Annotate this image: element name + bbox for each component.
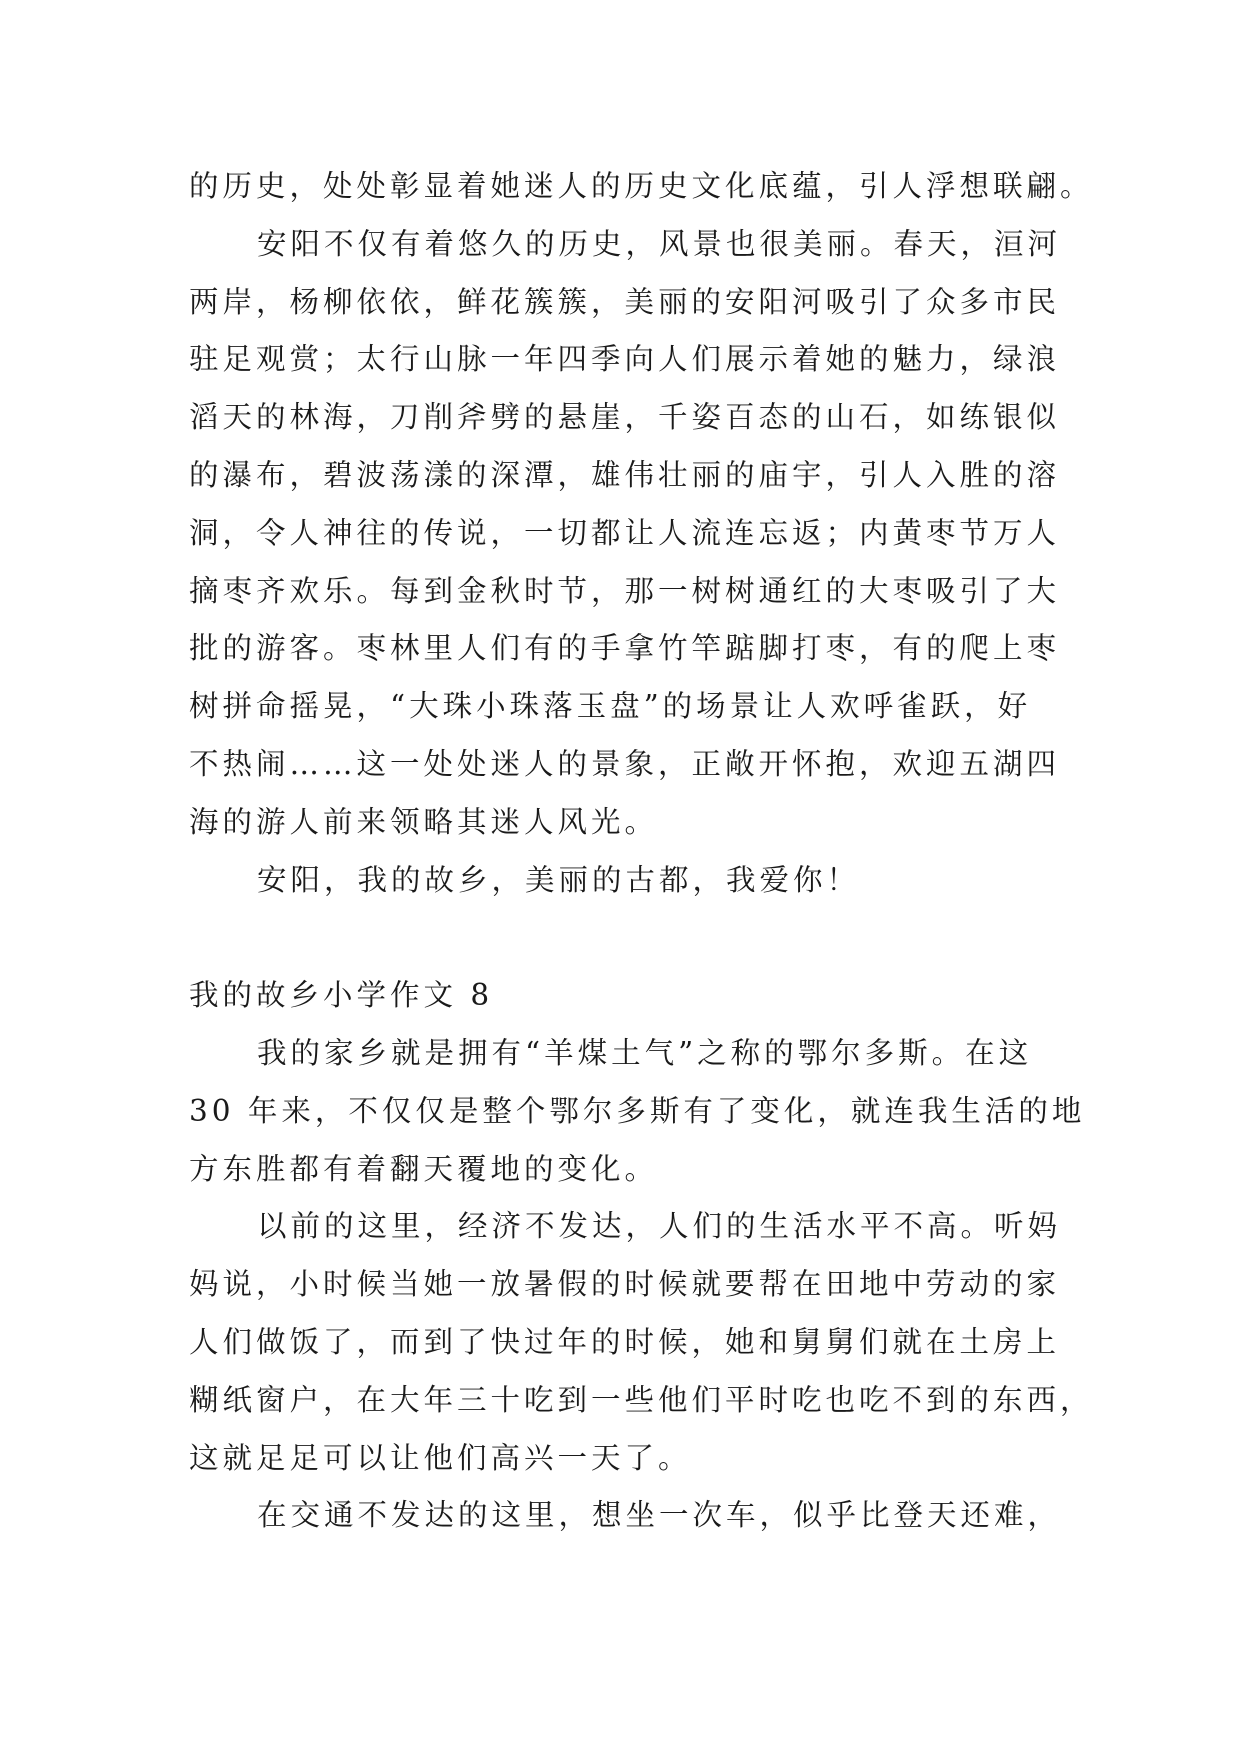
text-line: 这就足足可以让他们高兴一天了。: [189, 1440, 692, 1475]
text-line: 滔天的林海，刀削斧劈的悬崖，千姿百态的山石，如练银似: [189, 400, 1061, 435]
section-heading: 我的故乡小学作文 8: [189, 978, 494, 1013]
paragraph: [189, 158, 1094, 216]
text-line: 糊纸窗户，在大年三十吃到一些他们平时吃也吃不到的东西，: [189, 1382, 1094, 1417]
text-line: 的历史，处处彰显着她迷人的历史文化底蕴，引人浮想联翩。: [189, 169, 1094, 203]
document-body: [189, 158, 1094, 1545]
paragraph: [189, 1487, 1061, 1545]
paragraph: [189, 852, 1061, 910]
section-spacer: [189, 909, 1061, 967]
text-line: 的瀑布，碧波荡漾的深潭，雄伟壮丽的庙宇，引人入胜的溶: [189, 457, 1061, 492]
text-line: 批的游客。枣林里人们有的手拿竹竿踮脚打枣，有的爬上枣: [189, 631, 1061, 666]
text-line: 30 年来，不仅仅是整个鄂尔多斯有了变化，就连我生活的地: [189, 1093, 1086, 1128]
text-line: 人们做饭了，而到了快过年的时候，她和舅舅们就在土房上: [189, 1324, 1061, 1359]
text-line: 驻足观赏；太行山脉一年四季向人们展示着她的魅力，绿浪: [189, 342, 1061, 377]
text-line: 安阳，我的故乡，美丽的古都，我爱你！: [257, 862, 861, 897]
text-line: 两岸，杨柳依依，鲜花簇簇，美丽的安阳河吸引了众多市民: [189, 284, 1061, 319]
text-line: 妈说，小时候当她一放暑假的时候就要帮在田地中劳动的家: [189, 1267, 1061, 1302]
paragraph: [189, 1025, 1086, 1198]
paragraph: [189, 216, 1061, 852]
text-line: 摘枣齐欢乐。每到金秋时节，那一树树通红的大枣吸引了大: [189, 573, 1061, 608]
text-line: 海的游人前来领略其迷人风光。: [189, 804, 659, 839]
text-line: 以前的这里，经济不发达，人们的生活水平不高。听妈: [257, 1209, 1062, 1244]
text-line: 洞，令人神往的传说，一切都让人流连忘返；内黄枣节万人: [189, 515, 1061, 550]
text-line: 方东胜都有着翻天覆地的变化。: [189, 1151, 659, 1186]
paragraph: [189, 1198, 1094, 1487]
text-line: 在交通不发达的这里，想坐一次车，似乎比登天还难，: [257, 1498, 1062, 1533]
text-line: 我的家乡就是拥有“羊煤土气”之称的鄂尔多斯。在这: [257, 1035, 1033, 1070]
text-line: 不热闹……这一处处迷人的景象，正敞开怀抱，欢迎五湖四: [189, 746, 1061, 781]
text-line: 安阳不仅有着悠久的历史，风景也很美丽。春天，洹河: [257, 226, 1062, 261]
text-line: 树拼命摇晃，“大珠小珠落玉盘”的场景让人欢呼雀跃，好: [189, 689, 1032, 724]
